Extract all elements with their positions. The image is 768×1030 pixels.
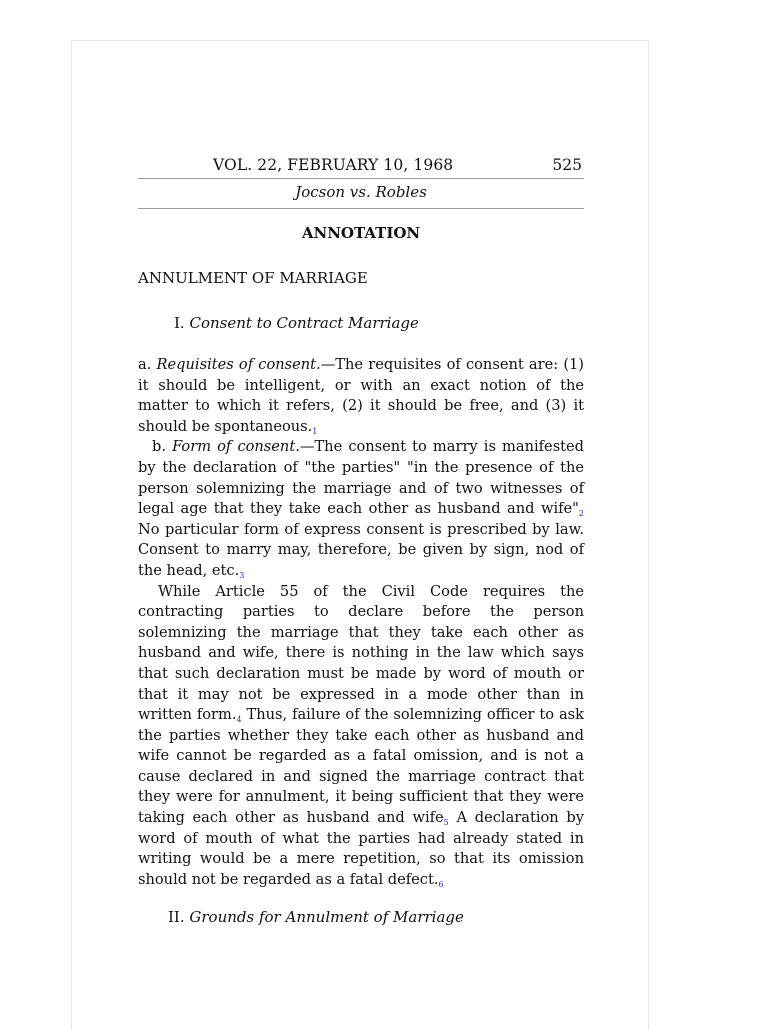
paragraph-c-text-a: While Article 55 of the Civil Code requires the contracting parties to declare before the person solemnizing the marriage that they take each other as husband and wife, there is nothing in the law which says that such declaration must be made by word of mouth or that it may not be expressed in a mode other than in written form. [138, 582, 584, 724]
case-title: Jocson vs. Robles [295, 183, 427, 201]
header-rule-bottom [138, 208, 584, 209]
section-heading-2 [138, 908, 584, 926]
footnote-link-1[interactable]: 1 [312, 426, 318, 436]
document-page [71, 40, 649, 1030]
paragraph-form [138, 437, 584, 581]
footnote-link-3[interactable]: 3 [239, 570, 245, 580]
paragraph-b-label: b. [152, 438, 166, 456]
section-1-numeral: I. [174, 314, 185, 332]
paragraph-b-heading: Form of consent. [172, 438, 300, 456]
paragraph-article-55 [138, 582, 584, 891]
topic-heading: ANNULMENT OF MARRIAGE [138, 269, 368, 287]
section-2-title: Grounds for Annulment of Marriage [189, 908, 464, 927]
footnote-link-2[interactable]: 2 [578, 509, 584, 519]
annotation-body [138, 355, 584, 890]
paragraph-a-text: —The requisites of consent are: (1) it should be intelligent, or with an exact notion of the matter to which it refers, (2) it should be free, and (3) it should be spontaneous. [138, 356, 584, 435]
section-heading-1 [138, 314, 584, 332]
paragraph-b-text-a: —The consent to marry is manifested by the declaration of "the parties" "in the presence of the person solemnizing the marriage and of two witnesses of legal age that they take each other as husband and wife" [138, 438, 585, 518]
paragraph-requisites [138, 355, 584, 437]
paragraph-a-heading: Requisites of consent. [156, 356, 321, 373]
section-2-numeral: II. [168, 908, 185, 927]
page-number: 525 [552, 156, 582, 174]
footnote-link-6[interactable]: 6 [438, 879, 444, 889]
paragraph-c-text-b: Thus, failure of the solemnizing officer to ask the parties whether they take each other as husband and wife cannot be regarded as a fatal omission, and is not a cause declared in and signed the marriage contract that they were for annulment, it being sufficient that they were taking each other as husband and wife [138, 706, 584, 827]
page-content [138, 156, 584, 926]
footnote-link-5[interactable]: 5 [443, 818, 449, 828]
paragraph-a-label: a. [138, 356, 152, 373]
paragraph-b-text-b: No particular form of express consent is prescribed by law. Consent to marry may, therefore, be given by sign, nod of the head, etc. [138, 520, 584, 579]
paragraph-c-text-c: A declaration by word of mouth of what the parties had already stated in writing would be a mere repetition, so that its omission should not be regarded as a fatal defect. [138, 809, 584, 888]
section-1-title: Consent to Contract Marriage [189, 314, 419, 332]
volume-line: VOL. 22, FEBRUARY 10, 1968 [213, 156, 454, 174]
annotation-heading: ANNOTATION [301, 224, 421, 242]
running-header [138, 156, 584, 178]
footnote-link-4[interactable]: 4 [236, 715, 242, 725]
